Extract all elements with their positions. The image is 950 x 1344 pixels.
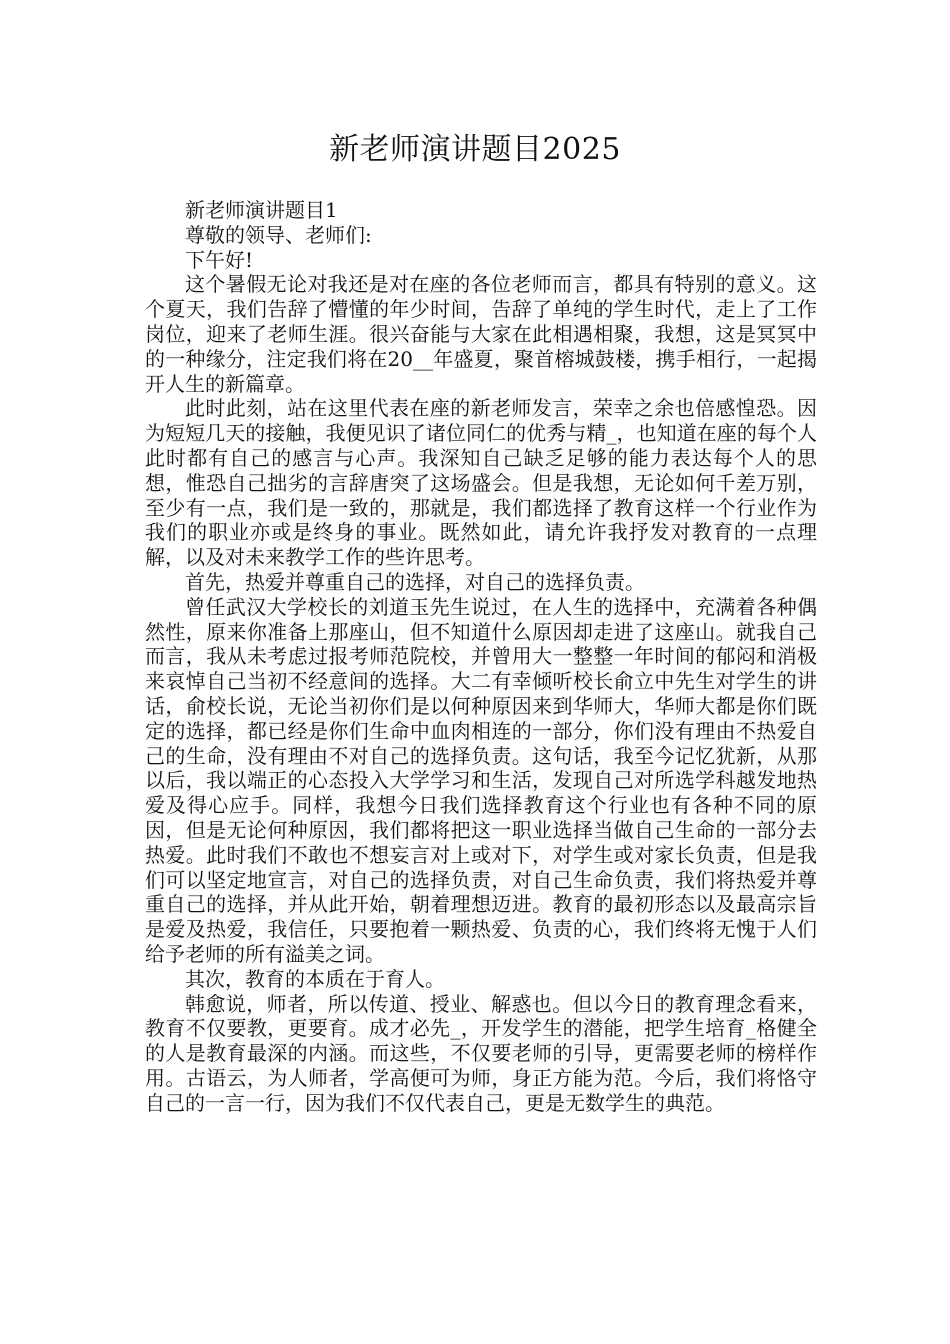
paragraph-point-one: 首先，热爱并尊重自己的选择，对自己的选择负责。 <box>185 569 645 594</box>
paragraph-heading: 新老师演讲题目1 <box>185 198 338 222</box>
paragraph-salutation: 尊敬的领导、老师们: <box>185 222 372 247</box>
paragraph-point-two: 其次，教育的本质在于育人。 <box>185 966 445 991</box>
document-title: 新老师演讲题目2025 <box>329 132 621 167</box>
document-body <box>145 198 817 1115</box>
paragraph-greeting: 下午好! <box>185 247 254 272</box>
paragraph-intro: 这个暑假无论对我还是对在座的各位老师而言，都具有特别的意义。这个夏天，我们告辞了懵懂的年少时间，告辞了单纯的学生时代，走上了工作岗位，迎来了老师生涯。很兴奋能与大家在此相遇相聚，我想，这是冥冥中的一种缘分，注定我们将在20__年盛夏，聚首榕城鼓楼，携手相行，一起揭开人生的新篇章。 <box>145 272 817 396</box>
paragraph-representation: 此时此刻，站在这里代表在座的新老师发言，荣幸之余也倍感惶恐。因为短短几天的接触，我便见识了诸位同仁的优秀与精_，也知道在座的每个人此时都有自己的感言与心声。我深知自己缺乏足够的能力表达每个人的思想，惟恐自己拙劣的言辞唐突了这场盛会。但是我想，无论如何千差万别，至少有一点，我们是一致的，那就是，我们都选择了教育这样一个行业作为我们的职业亦或是终身的事业。既然如此，请允许我抒发对教育的一点理解，以及对未来教学工作的些许思考。 <box>145 396 817 570</box>
paragraph-choice-story: 曾任武汉大学校长的刘道玉先生说过，在人生的选择中，充满着各种偶然性，原来你准备上那座山，但不知道什么原因却走进了这座山。就我自己而言，我从未考虑过报考师范院校，并曾用大一整整一年时间的郁闷和消极来哀悼自己当初不经意间的选择。大二有幸倾听校长俞立中先生对学生的讲话，俞校长说，无论当初你们是以何种原因来到华师大，华师大都是你们既定的选择，都已经是你们生命中血肉相连的一部分，你们没有理由不热爱自己的生命，没有理由不对自己的选择负责。这句话，我至今记忆犹新，从那以后，我以端正的心态投入大学学习和生活，发现自己对所选学科越发地热爱及得心应手。同样，我想今日我们选择教育这个行业也有各种不同的原因，但是无论何种原因，我们都将把这一职业选择当做自己生命的一部分去热爱。此时我们不敢也不想妄言对上或对下，对学生或对家长负责，但是我们可以坚定地宣言，对自己的选择负责，对自己生命负责，我们将热爱并尊重自己的选择，并从此开始，朝着理想迈进。教育的最初形态以及最高宗旨是爱及热爱，我信任，只要抱着一颗热爱、负责的心，我们终将无愧于人们给予老师的所有溢美之词。 <box>145 594 817 966</box>
paragraph-education-essence: 韩愈说，师者，所以传道、授业、解惑也。但以今日的教育理念看来，教育不仅要教，更要育。成才必先_，开发学生的潜能，把学生培育_格健全的人是教育最深的内涵。而这些，不仅要老师的引导，更需要老师的榜样作用。古语云，为人师者，学高便可为师，身正方能为范。今后，我们将恪守自己的一言一行，因为我们不仅代表自己，更是无数学生的典范。 <box>145 991 817 1115</box>
